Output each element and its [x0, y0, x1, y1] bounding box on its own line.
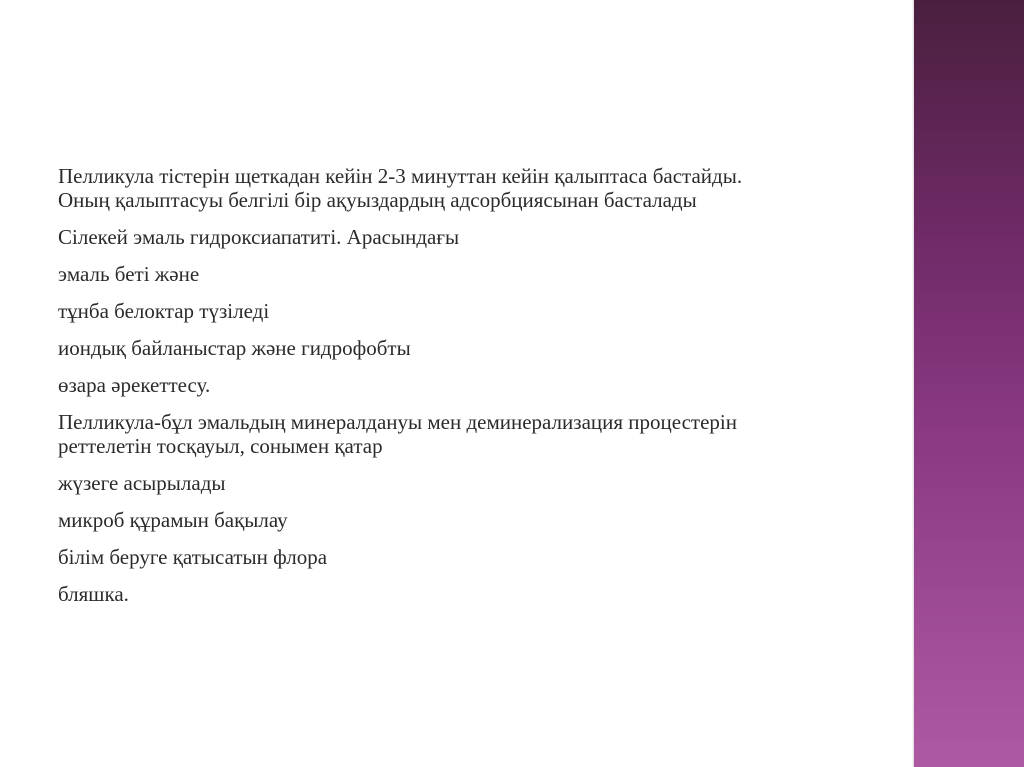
decorative-accent-bar — [914, 0, 1024, 767]
paragraph-line: Пелликула-бұл эмальдың минералдануы мен деминерализация процестерін — [58, 410, 737, 434]
paragraph-8 — [58, 471, 938, 495]
paragraph-line: тұнба белоктар түзіледі — [58, 299, 270, 323]
paragraph-line: иондық байланыстар және гидрофобты — [58, 336, 411, 360]
paragraph-9 — [58, 508, 938, 532]
slide-text-body — [58, 164, 938, 619]
paragraph-7 — [58, 410, 938, 458]
paragraph-6 — [58, 373, 938, 397]
paragraph-line-continued: реттелетін тосқауыл, сонымен қатар — [58, 434, 383, 458]
paragraph-3 — [58, 262, 938, 286]
paragraph-line: Сілекей эмаль гидроксиапатиті. Арасындағы — [58, 225, 460, 249]
paragraph-10 — [58, 545, 938, 569]
paragraph-11 — [58, 582, 938, 606]
paragraph-4 — [58, 299, 938, 323]
paragraph-line: эмаль беті және — [58, 262, 200, 286]
paragraph-5 — [58, 336, 938, 360]
paragraph-2 — [58, 225, 938, 249]
paragraph-1 — [58, 164, 938, 212]
paragraph-line: Пелликула тістерін щеткадан кейін 2-3 минуттан кейін қалыптаса бастайды. — [58, 164, 743, 188]
paragraph-line: өзара әрекеттесу. — [58, 373, 211, 397]
paragraph-line: жүзеге асырылады — [58, 471, 226, 495]
paragraph-line: білім беруге қатысатын флора — [58, 545, 328, 569]
paragraph-line: микроб құрамын бақылау — [58, 508, 288, 532]
paragraph-line: бляшка. — [58, 582, 129, 606]
paragraph-line-continued: Оның қалыптасуы белгілі бір ақуыздардың адсорбциясынан басталады — [58, 188, 697, 212]
